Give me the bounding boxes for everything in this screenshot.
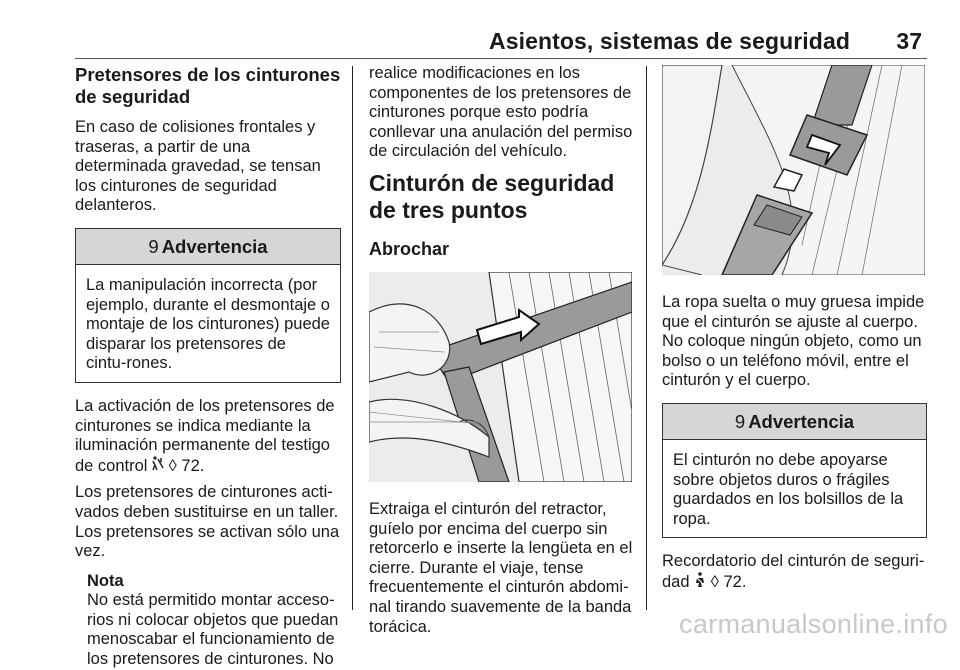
note-box [87,572,341,670]
seatbelt-buckle-illustration [662,65,925,275]
warning-icon: 9 [734,410,746,432]
section-heading-pretensioners: Pretensores de los cinturones de seguridad [75,64,341,107]
paragraph: Los pretensores de cinturones acti‐vados deben sustituirse en un taller. Los pretensores se activan sólo una vez. [75,483,340,561]
seatbelt-reminder-icon [694,574,706,591]
paragraph [662,552,927,592]
section-heading-three-point-belt: Cinturón de seguridad de tres puntos [369,169,615,223]
column-2 [369,64,634,644]
page-ref: 72. [181,456,205,475]
warning-body [76,265,340,382]
note-title: Nota [87,571,124,590]
warning-box [662,403,927,538]
paragraph [75,397,341,476]
warning-box [75,228,341,383]
paragraph: La ropa suelta o muy gruesa impide que el cinturón se ajuste al cuerpo. No coloque ningún objeto, como un bolso o un teléfono móvil, entre el cinturón y el cuerpo. [662,293,925,390]
warning-header [76,229,340,265]
page-ref-arrow: ◊ [168,456,177,475]
column-divider-2 [646,66,647,610]
column-3 [662,64,927,600]
warning-header [663,404,926,440]
watermark: carmanualsonline.info [679,609,948,639]
warning-text: El cinturón no debe apoyarse sobre objetos duros o frágiles guardados en los bolsillos de la ropa. [673,450,904,528]
warning-body [663,440,926,537]
warning-text: La manipulación incorrecta (por ejemplo, durante el desmontaje o montaje de los cinturones) puede disparar los pretensores de cintu‐rones. [86,275,330,373]
page-ref: 72. [723,572,747,591]
paragraph-text: Recordatorio del cinturón de seguri‐dad [662,552,925,591]
note-text: No está permitido montar acceso‐rios ni colocar objetos que puedan menoscabar el funcionamiento de los pretensores de cinturones. No [87,591,339,669]
paragraph: En caso de colisiones frontales y traseras, a partir de una determinada gravedad, se tensan los cinturones de seguridad delanteros. [75,118,321,215]
paragraph-text: La activación de los pretensores de cinturones se indica mediante la iluminación permanente del testigo de control [75,396,335,475]
column-divider-1 [352,66,353,610]
warning-title: Advertencia [748,410,855,432]
paragraph: realice modificaciones en los componentes de los pretensores de cinturones porque esto podría conllevar una anulación del permiso de circulación del vehículo. [369,64,633,161]
page-number: 37 [896,28,922,54]
subheading-fasten: Abrochar [369,238,450,259]
paragraph: Extraiga el cinturón del retractor, guíelo por encima del cuerpo sin retorcerlo e inserte la lengüeta en el cierre. Durante el viaje, tense frecuentemente el cinturón abdomi‐nal tirando suavemente de la banda torácica. [369,499,633,636]
column-1 [75,64,341,670]
warning-title: Advertencia [161,235,268,257]
pretensioner-warning-icon [152,458,164,475]
header-divider [75,58,927,59]
page-ref-arrow: ◊ [710,572,719,591]
warning-icon: 9 [148,235,159,257]
seatbelt-fastening-illustration [369,272,632,482]
page-header-title: Asientos, sistemas de seguridad [488,28,850,54]
